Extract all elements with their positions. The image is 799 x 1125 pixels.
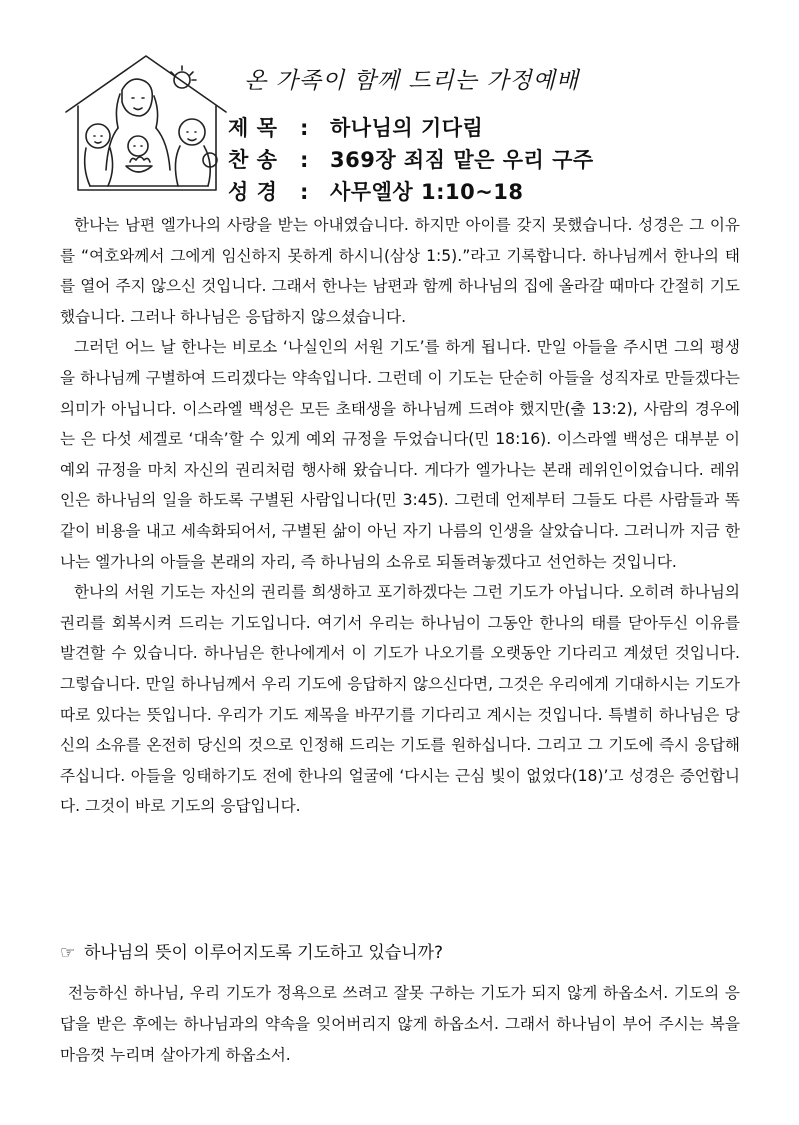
pointing-hand-icon: ☞ <box>60 943 76 963</box>
sermon-title-colon: : <box>300 116 309 140</box>
sermon-title-key: 제 목 <box>228 116 278 140</box>
sermon-title-row <box>228 112 483 142</box>
sermon-body <box>60 210 740 822</box>
scripture-colon: : <box>300 180 309 204</box>
closing-prayer <box>60 978 740 1071</box>
sermon-paragraph-2: 그러던 어느 날 한나는 비로소 ‘나실인의 서원 기도’를 하게 됩니다. 만일 아들을 주시면 그의 평생을 하나님께 구별하여 드리겠다는 약속입니다. 그런데 이 기도는 단순히 아들을 성직자로 만들겠다는 의미가 아닙니다. 이스라엘 백성은 모든 초태생을 하나님께 드려야 했지만(출 13:2), 사람의 경우에는 은 다섯 세겔로 ‘대속’할 수 있게 예외 규정을 두었습니다(민 18:16). 이스라엘 백성은 대부분 이 예외 규정을 마치 자신의 권리처럼 행사해 왔습니다. 게다가 엘가나는 본래 레위인이었습니다. 레위인은 하나님의 일을 하도록 구별된 사람입니다(민 3:45). 그런데 언제부터 그들도 다른 사람들과 똑같이 비용을 내고 세속화되어서, 구별된 삶이 아닌 자기 나름의 인생을 살았습니다. 그러니까 지금 한나는 엘가나의 아들을 본래의 자리, 즉 하나님의 소유로 되돌려놓겠다고 선언하는 것입니다. <box>60 338 740 571</box>
hymn-key: 찬 송 <box>228 148 278 172</box>
scripture-row <box>228 176 524 206</box>
sermon-paragraph-1: 한나는 남편 엘가나의 사랑을 받는 아내였습니다. 하지만 아이를 갖지 못했습니다. 성경은 그 이유를 “여호와께서 그에게 임신하지 못하게 하시니(삼상 1:5).”라고 기록합니다. 하나님께서 한나의 태를 열어 주지 않으신 것입니다. 그래서 한나는 남편과 함께 하나님의 집에 올라갈 때마다 간절히 기도했습니다. 그러나 하나님은 응답하지 않으셨습니다. <box>60 216 740 326</box>
hymn-value: 369장 죄짐 맡은 우리 구주 <box>330 148 594 172</box>
scripture-value: 사무엘상 1:10~18 <box>330 180 524 204</box>
page-title: 온 가족이 함께 드리는 가정예배 <box>244 68 580 94</box>
family-worship-illustration <box>60 50 232 198</box>
sermon-title-value: 하나님의 기다림 <box>330 116 484 140</box>
scripture-key: 성 경 <box>228 180 278 204</box>
reflection-question <box>60 938 740 963</box>
sermon-paragraph-3: 한나의 서원 기도는 자신의 권리를 희생하고 포기하겠다는 그런 기도가 아닙니다. 오히려 하나님의 권리를 회복시켜 드리는 기도입니다. 여기서 우리는 하나님이 그동안 한나의 태를 닫아두신 이유를 발견할 수 있습니다. 하나님은 한나에게서 이 기도가 나오기를 오랫동안 기다리고 계셨던 것입니다. 그렇습니다. 만일 하나님께서 우리 기도에 응답하지 않으신다면, 그것은 우리에게 기대하시는 기도가 따로 있다는 뜻입니다. 우리가 기도 제목을 바꾸기를 기다리고 계시는 것입니다. 특별히 하나님은 당신의 소유를 온전히 당신의 것으로 인정해 드리는 기도를 원하십니다. 그리고 그 기도에 즉시 응답해 주십니다. 아들을 잉태하기도 전에 한나의 얼굴에 ‘다시는 근심 빛이 없었다(18)’고 성경은 증언합니다. 그것이 바로 기도의 응답입니다. <box>60 583 740 816</box>
hymn-row <box>228 144 594 174</box>
hymn-colon: : <box>300 148 309 172</box>
reflection-question-text: 하나님의 뜻이 이루어지도록 기도하고 있습니까? <box>84 943 444 963</box>
closing-prayer-text: 전능하신 하나님, 우리 기도가 정욕으로 쓰려고 잘못 구하는 기도가 되지 않게 하옵소서. 기도의 응답을 받은 후에는 하나님과의 약속을 잊어버리지 않게 하옵소서. 그래서 하나님이 부어 주시는 복을 마음껏 누리며 살아가게 하옵소서. <box>60 984 740 1064</box>
